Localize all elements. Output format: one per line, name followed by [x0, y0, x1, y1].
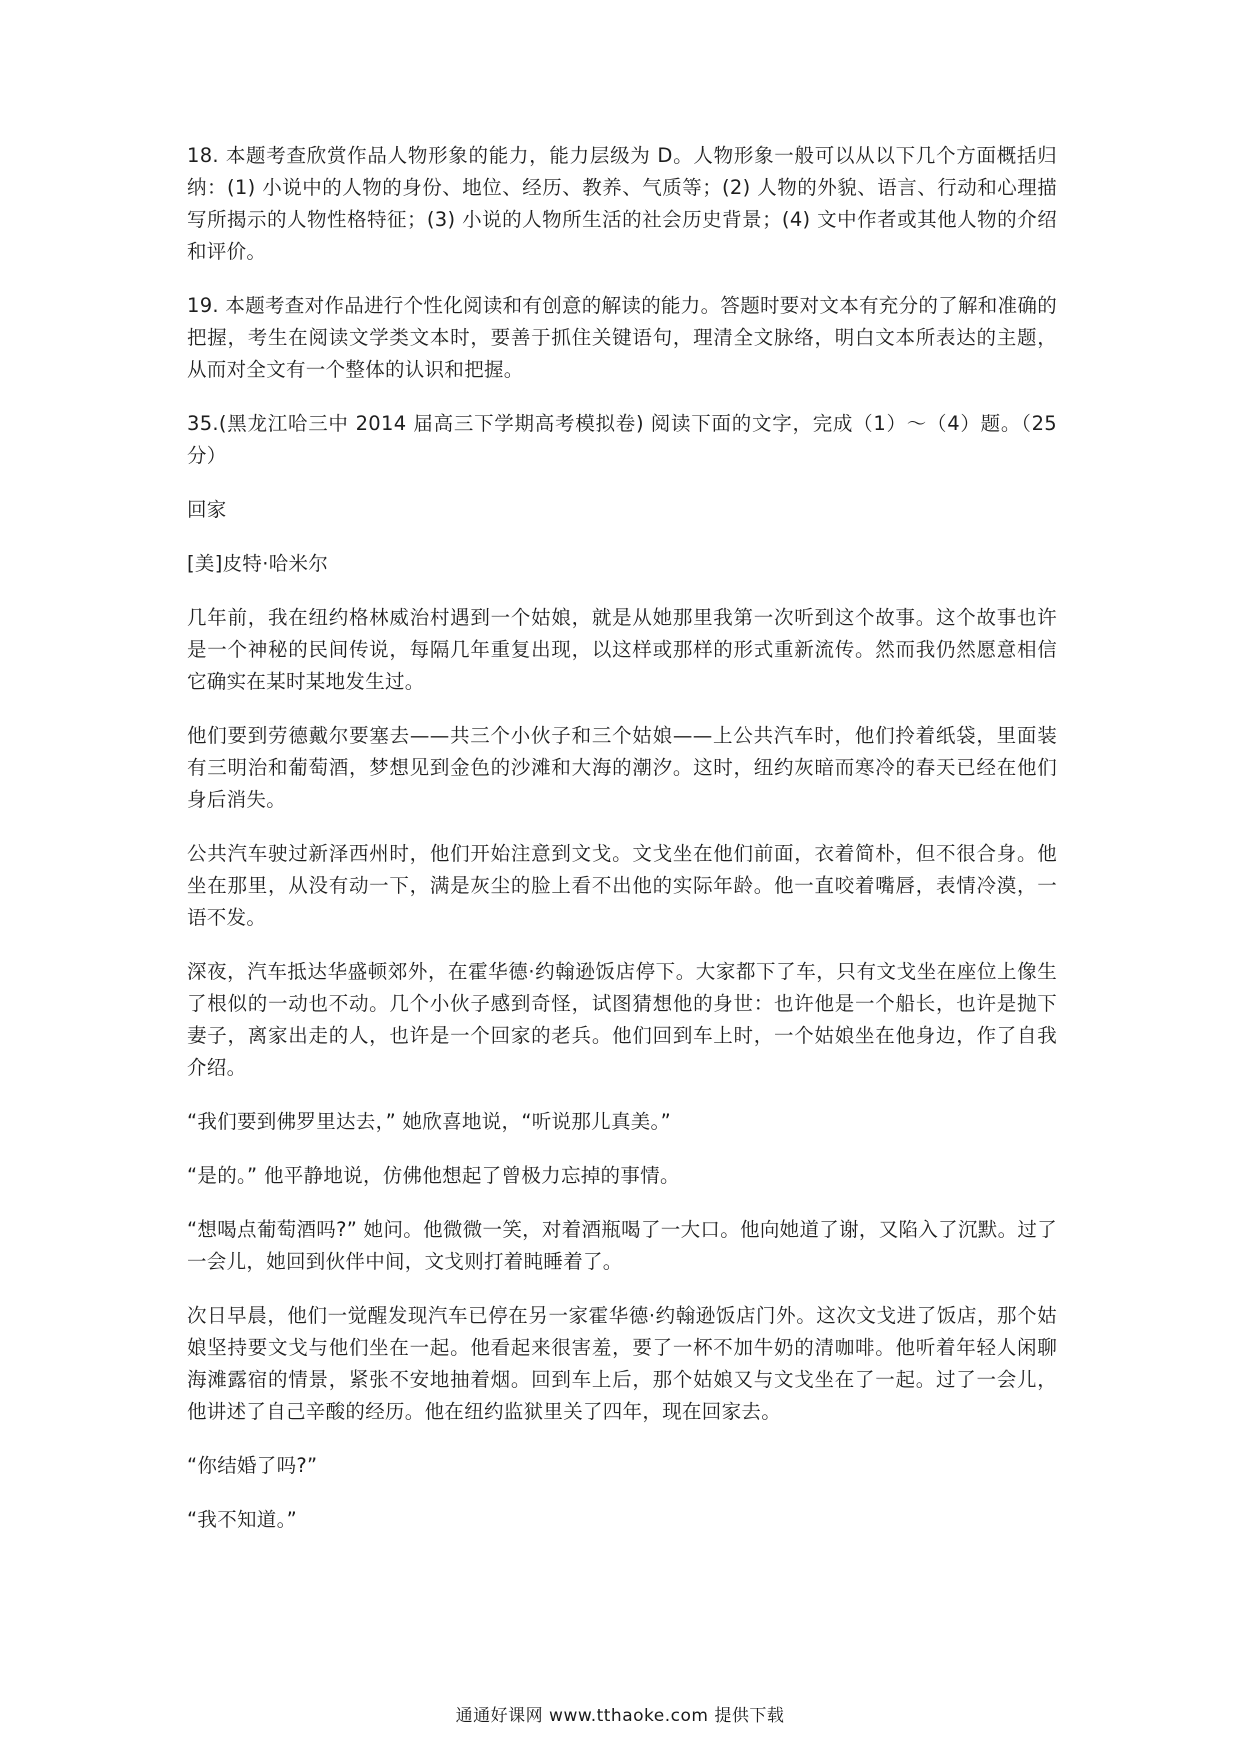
- answer-analysis-19: 19. 本题考查对作品进行个性化阅读和有创意的解读的能力。答题时要对文本有充分的了解和准确的把握，考生在阅读文学类文本时，要善于抓住关键语句，理清全文脉络，明白文本所表达的主题，从而对全文有一个整体的认识和把握。: [187, 294, 1058, 381]
- story-dialogue: “你结婚了吗?”: [187, 1454, 318, 1477]
- story-paragraph: 次日早晨，他们一觉醒发现汽车已停在另一家霍华德·约翰逊饭店门外。这次文戈进了饭店，那个姑娘坚持要文戈与他们坐在一起。他看起来很害羞，要了一杯不加牛奶的清咖啡。他听着年轻人闲聊海滩露宿的情景，紧张不安地抽着烟。回到车上后，那个姑娘又与文戈坐在了一起。过了一会儿，他讲述了自己辛酸的经历。他在纽约监狱里关了四年，现在回家去。: [187, 1304, 1057, 1423]
- story-title: 回家: [187, 498, 227, 521]
- story-paragraph: 他们要到劳德戴尔要塞去——共三个小伙子和三个姑娘——上公共汽车时，他们拎着纸袋，里面装有三明治和葡萄酒，梦想见到金色的沙滩和大海的潮汐。这时，纽约灰暗而寒冷的春天已经在他们身后消失。: [187, 724, 1057, 811]
- story-dialogue: “我们要到佛罗里达去，” 她欣喜地说，“听说那儿真美。”: [187, 1110, 672, 1133]
- story-paragraph: “想喝点葡萄酒吗?” 她问。他微微一笑，对着酒瓶喝了一大口。他向她道了谢，又陷入了沉默。过了一会儿，她回到伙伴中间，文戈则打着盹睡着了。: [187, 1218, 1057, 1273]
- question-35-header: 35.(黑龙江哈三中 2014 届高三下学期高考模拟卷) 阅读下面的文字，完成（1）～（4）题。（25 分）: [187, 412, 1064, 467]
- page-footer: 通通好课网 www.tthaoke.com 提供下载: [455, 1706, 785, 1726]
- document-body: [187, 140, 1064, 1558]
- story-dialogue: “我不知道。”: [187, 1508, 298, 1531]
- story-paragraph: 公共汽车驶过新泽西州时，他们开始注意到文戈。文戈坐在他们前面，衣着简朴，但不很合身。他坐在那里，从没有动一下，满是灰尘的脸上看不出他的实际年龄。他一直咬着嘴唇，表情冷漠，一语不发。: [187, 842, 1057, 929]
- story-author: [美]皮特·哈米尔: [187, 552, 329, 575]
- story-paragraph: 几年前，我在纽约格林威治村遇到一个姑娘，就是从她那里我第一次听到这个故事。这个故事也许是一个神秘的民间传说，每隔几年重复出现，以这样或那样的形式重新流传。然而我仍然愿意相信它确实在某时某地发生过。: [187, 606, 1057, 693]
- answer-analysis-18: 18. 本题考查欣赏作品人物形象的能力，能力层级为 D。人物形象一般可以从以下几个方面概括归纳：(1) 小说中的人物的身份、地位、经历、教养、气质等；(2) 人物的外貌、语言、行动和心理描写所揭示的人物性格特征；(3) 小说的人物所生活的社会历史背景；(4) 文中作者或其他人物的介绍和评价。: [187, 144, 1057, 263]
- story-paragraph: 深夜，汽车抵达华盛顿郊外，在霍华德·约翰逊饭店停下。大家都下了车，只有文戈坐在座位上像生了根似的一动也不动。几个小伙子感到奇怪，试图猜想他的身世：也许他是一个船长，也许是抛下妻子，离家出走的人，也许是一个回家的老兵。他们回到车上时，一个姑娘坐在他身边，作了自我介绍。: [187, 960, 1057, 1079]
- story-dialogue: “是的。” 他平静地说，仿佛他想起了曾极力忘掉的事情。: [187, 1164, 680, 1187]
